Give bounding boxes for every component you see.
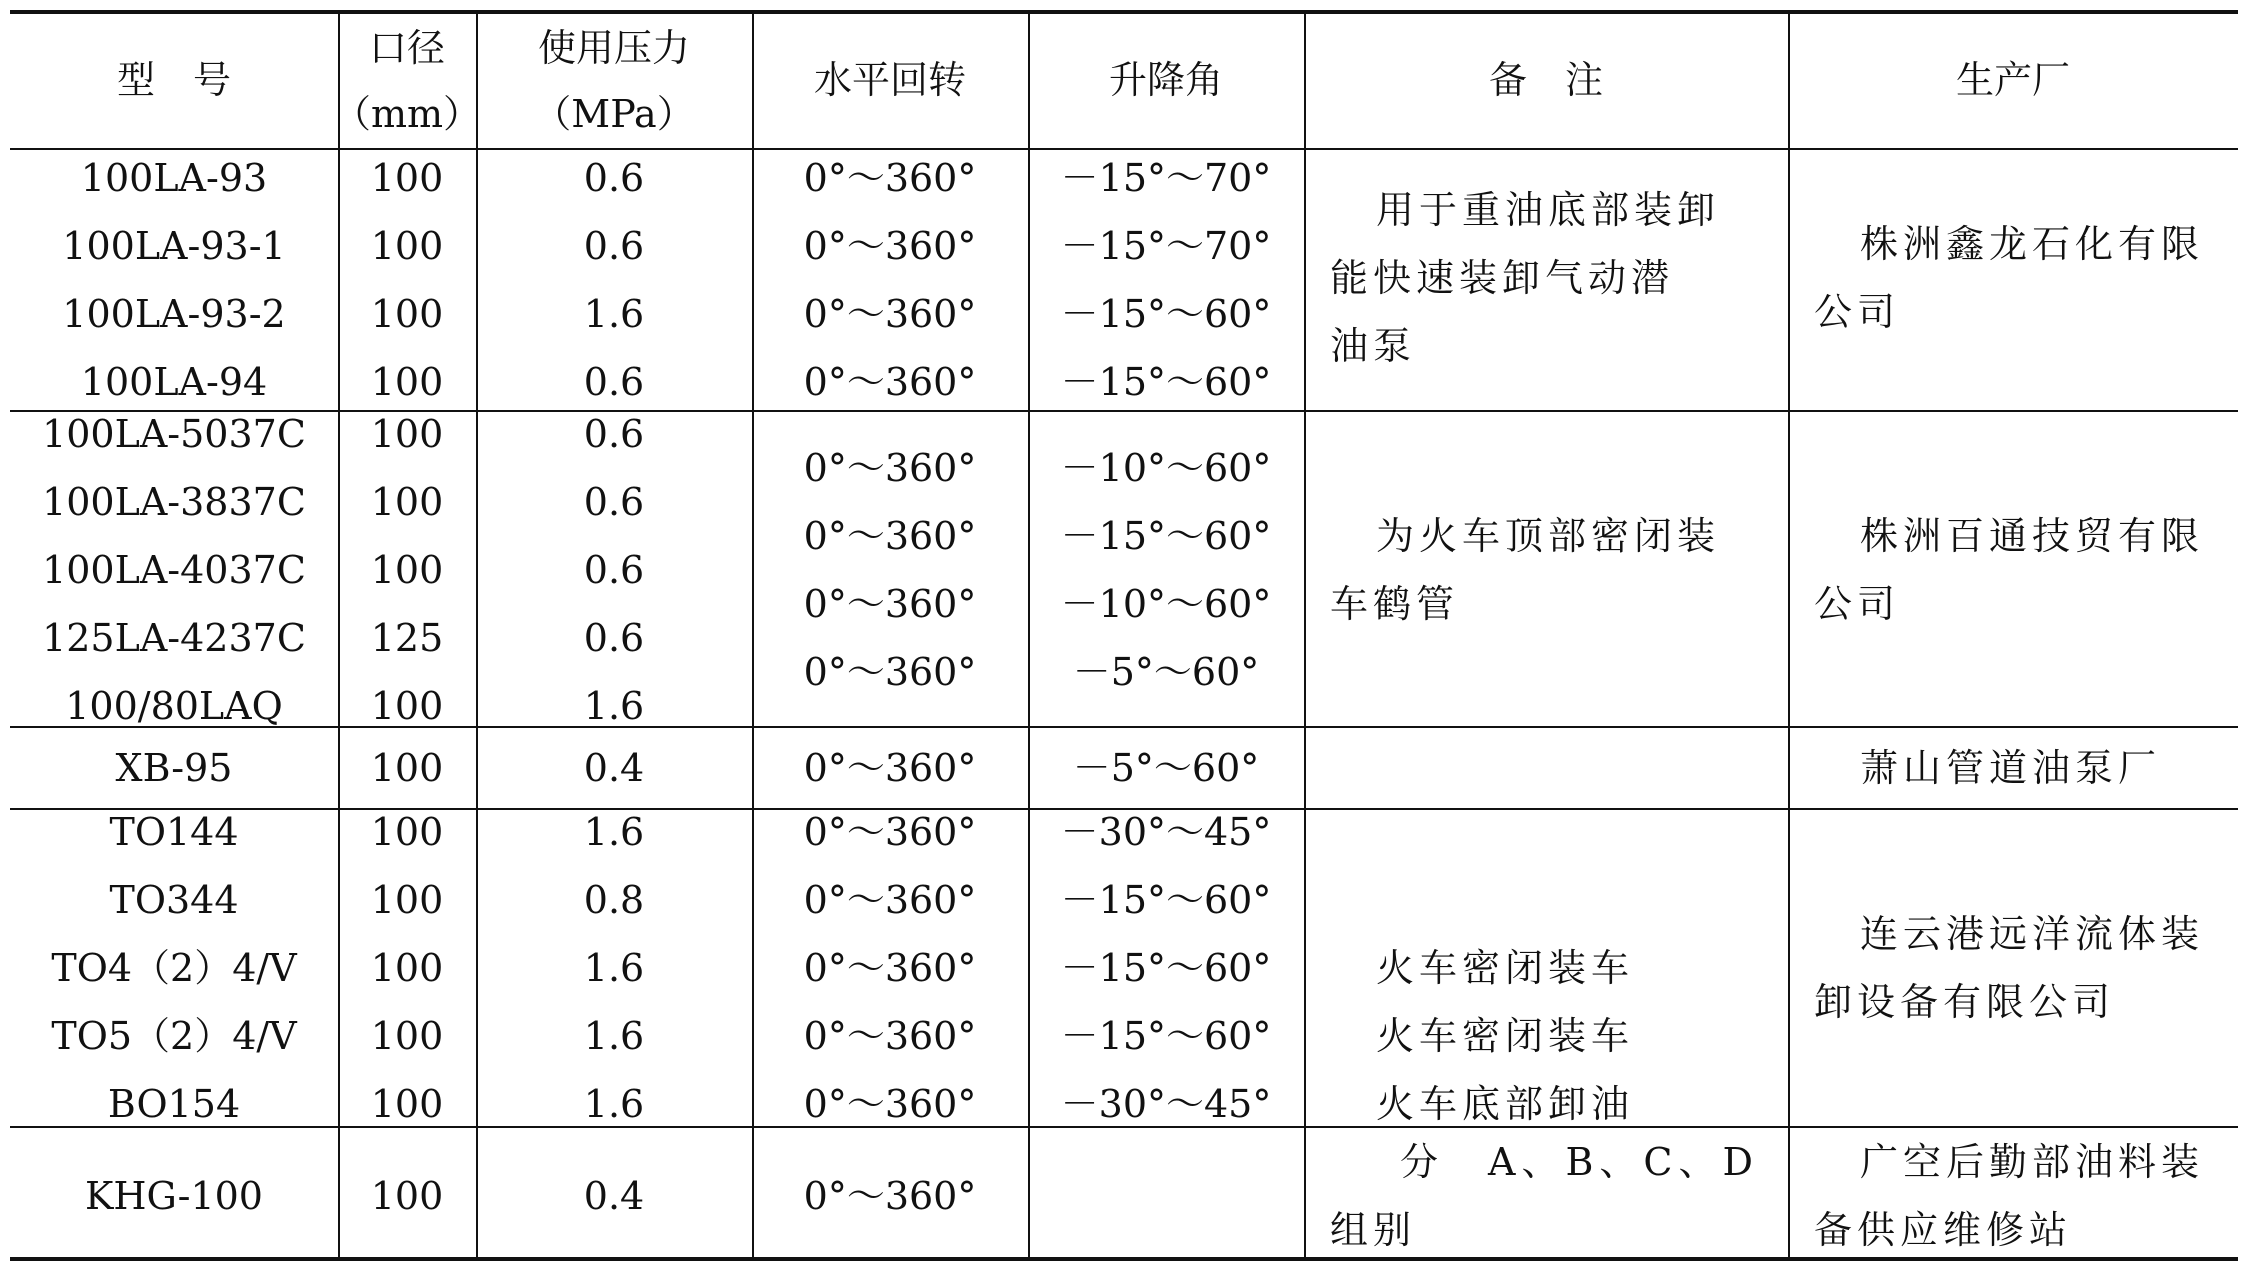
maker-group2-line1: 株洲百通技贸有限 — [1860, 514, 2205, 558]
cell-pressure: 1.6 — [583, 810, 645, 854]
cell-bore: 100 — [370, 684, 444, 728]
header-maker: 生产厂 — [1955, 58, 2071, 102]
notes-group1-line2: 能快速装卸气动潜 — [1330, 256, 1675, 300]
cell-bore: 125 — [370, 616, 444, 660]
cell-rotation: 0°～360° — [803, 746, 977, 790]
header-bottom-rule — [10, 148, 2238, 150]
cell-elevation: －15°～60° — [1060, 292, 1272, 336]
cell-elevation: －15°～60° — [1060, 1014, 1272, 1058]
cell-pressure: 0.6 — [583, 480, 645, 524]
col-divider-6 — [1788, 10, 1790, 1261]
maker-group2-line2: 公司 — [1814, 582, 1901, 626]
maker-group5-line2: 备供应维修站 — [1814, 1208, 2073, 1252]
cell-pressure: 1.6 — [583, 946, 645, 990]
cell-model: TO4（2）4/V — [51, 946, 297, 990]
cell-elevation: －30°～45° — [1060, 810, 1272, 854]
col-divider-5 — [1304, 10, 1306, 1261]
cell-elevation: －30°～45° — [1060, 1082, 1272, 1126]
cell-model: 100LA-93-2 — [62, 292, 286, 336]
cell-bore: 100 — [370, 548, 444, 592]
cell-model: KHG-100 — [85, 1174, 263, 1218]
header-bore-unit: （mm） — [332, 92, 482, 136]
notes-group1-line3: 油泵 — [1330, 324, 1417, 368]
cell-pressure: 0.6 — [583, 412, 645, 456]
cell-elevation: －15°～60° — [1060, 360, 1272, 404]
col-divider-3 — [752, 10, 754, 1261]
cell-pressure: 1.6 — [583, 292, 645, 336]
cell-bore: 100 — [370, 946, 444, 990]
cell-model: TO344 — [109, 878, 239, 922]
cell-rotation: 0°～360° — [803, 224, 977, 268]
cell-bore: 100 — [370, 878, 444, 922]
maker-group4-line2: 卸设备有限公司 — [1814, 980, 2116, 1024]
cell-pressure: 0.6 — [583, 548, 645, 592]
cell-elevation: －15°～70° — [1060, 224, 1272, 268]
table-bottom-rule — [10, 1257, 2238, 1261]
col-divider-2 — [476, 10, 478, 1261]
cell-bore: 100 — [370, 412, 444, 456]
header-rotation: 水平回转 — [813, 58, 967, 102]
cell-rotation: 0°～360° — [803, 1082, 977, 1126]
cell-pressure: 0.6 — [583, 616, 645, 660]
notes-group1-line1: 用于重油底部装卸 — [1376, 188, 1721, 232]
cell-bore: 100 — [370, 746, 444, 790]
notes-group4-line2: 火车密闭装车 — [1376, 1014, 1635, 1058]
maker-group1-line1: 株洲鑫龙石化有限 — [1860, 222, 2205, 266]
cell-pressure: 1.6 — [583, 1014, 645, 1058]
header-notes: 备 注 — [1488, 58, 1604, 102]
cell-pressure: 0.6 — [583, 360, 645, 404]
cell-pressure: 0.4 — [583, 1174, 645, 1218]
col-divider-1 — [338, 10, 340, 1261]
notes-group4-line3: 火车底部卸油 — [1376, 1082, 1635, 1126]
cell-bore: 100 — [370, 1082, 444, 1126]
notes-group2-line2: 车鹤管 — [1330, 582, 1460, 626]
cell-pressure: 0.6 — [583, 224, 645, 268]
cell-elevation: －5°～60° — [1072, 650, 1260, 694]
cell-bore: 100 — [370, 156, 444, 200]
cell-model: 100LA-3837C — [42, 480, 306, 524]
cell-bore: 100 — [370, 292, 444, 336]
cell-bore: 100 — [370, 1014, 444, 1058]
cell-rotation: 0°～360° — [803, 582, 977, 626]
cell-elevation: －10°～60° — [1060, 582, 1272, 626]
cell-rotation: 0°～360° — [803, 292, 977, 336]
cell-model: 100LA-93 — [80, 156, 268, 200]
cell-rotation: 0°～360° — [803, 650, 977, 694]
cell-elevation: －10°～60° — [1060, 446, 1272, 490]
cell-pressure: 0.8 — [583, 878, 645, 922]
cell-model: TO5（2）4/V — [51, 1014, 297, 1058]
header-pressure: 使用压力 — [537, 26, 691, 70]
cell-elevation: －5°～60° — [1072, 746, 1260, 790]
table-top-rule — [10, 10, 2238, 14]
cell-rotation: 0°～360° — [803, 946, 977, 990]
spec-table — [10, 10, 2238, 1262]
col-divider-4 — [1028, 10, 1030, 1261]
cell-rotation: 0°～360° — [803, 1014, 977, 1058]
cell-rotation: 0°～360° — [803, 1174, 977, 1218]
cell-bore: 100 — [370, 810, 444, 854]
cell-model: 100/80LAQ — [65, 684, 283, 728]
cell-elevation: －15°～60° — [1060, 514, 1272, 558]
cell-elevation: －15°～60° — [1060, 878, 1272, 922]
cell-model: 100LA-4037C — [42, 548, 306, 592]
cell-model: BO154 — [107, 1082, 241, 1126]
cell-model: 100LA-5037C — [42, 412, 306, 456]
cell-model: 125LA-4237C — [42, 616, 306, 660]
cell-model: 100LA-94 — [80, 360, 268, 404]
cell-bore: 100 — [370, 480, 444, 524]
cell-bore: 100 — [370, 224, 444, 268]
cell-rotation: 0°～360° — [803, 878, 977, 922]
cell-pressure: 1.6 — [583, 684, 645, 728]
notes-group5-line2: 组别 — [1330, 1208, 1417, 1252]
cell-pressure: 0.6 — [583, 156, 645, 200]
cell-elevation: －15°～70° — [1060, 156, 1272, 200]
header-elevation: 升降角 — [1108, 58, 1224, 102]
header-bore: 口径 — [368, 26, 446, 70]
header-model: 型 号 — [116, 58, 232, 102]
cell-bore: 100 — [370, 1174, 444, 1218]
maker-group4-line1: 连云港远洋流体装 — [1860, 912, 2205, 956]
cell-rotation: 0°～360° — [803, 446, 977, 490]
cell-model: TO144 — [109, 810, 239, 854]
header-pressure-unit: （MPa） — [533, 92, 695, 136]
cell-pressure: 0.4 — [583, 746, 645, 790]
group1-bottom-rule — [10, 410, 2238, 412]
maker-group1-line2: 公司 — [1814, 290, 1901, 334]
maker-group5-line1: 广空后勤部油料装 — [1860, 1140, 2205, 1184]
cell-model: XB-95 — [115, 746, 233, 790]
cell-pressure: 1.6 — [583, 1082, 645, 1126]
cell-rotation: 0°～360° — [803, 360, 977, 404]
cell-elevation: －15°～60° — [1060, 946, 1272, 990]
cell-rotation: 0°～360° — [803, 514, 977, 558]
notes-group5-line1: 分 A、B、C、D — [1400, 1140, 1759, 1184]
notes-group2-line1: 为火车顶部密闭装 — [1376, 514, 1721, 558]
cell-model: 100LA-93-1 — [62, 224, 286, 268]
cell-rotation: 0°～360° — [803, 810, 977, 854]
cell-bore: 100 — [370, 360, 444, 404]
cell-rotation: 0°～360° — [803, 156, 977, 200]
notes-group4-line1: 火车密闭装车 — [1376, 946, 1635, 990]
group2-bottom-rule — [10, 726, 2238, 728]
maker-group3: 萧山管道油泵厂 — [1860, 746, 2162, 790]
